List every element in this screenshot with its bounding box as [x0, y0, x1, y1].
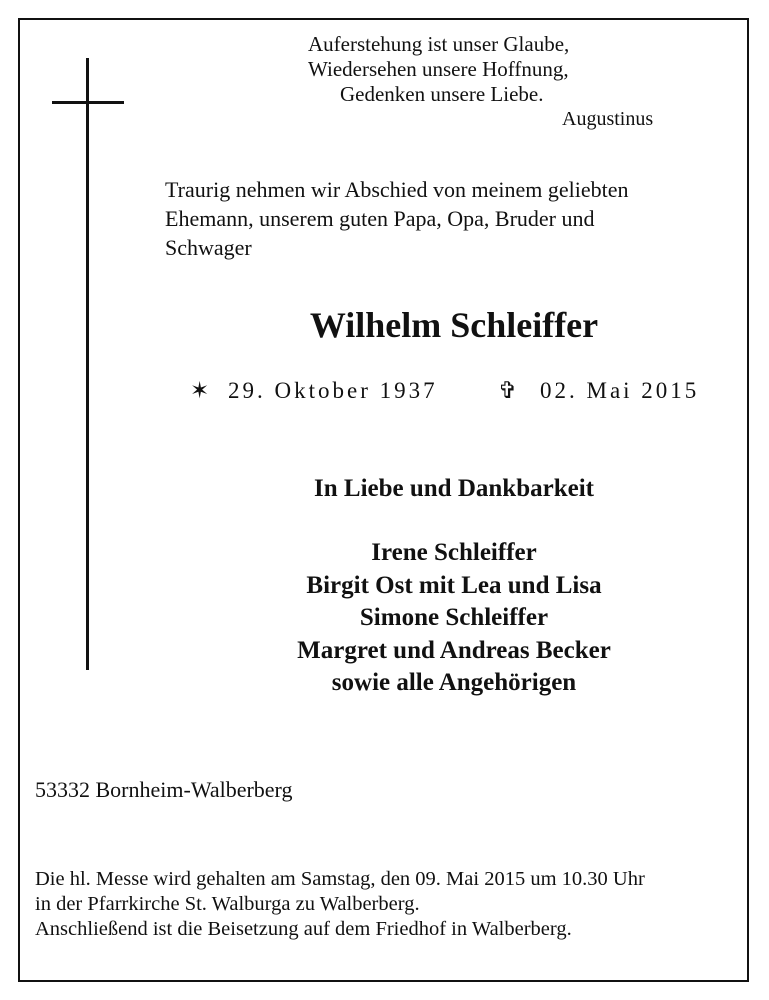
- deceased-name: Wilhelm Schleiffer: [309, 305, 599, 345]
- service-line: Anschließend ist die Beisetzung auf dem Friedhof in Walberberg.: [35, 918, 572, 940]
- cross-icon-bar: [52, 101, 124, 104]
- mourners-block: [165, 474, 743, 700]
- quote-line: Auferstehung ist unser Glaube,: [308, 32, 570, 56]
- birth-date: 29. Oktober 1937: [228, 378, 438, 403]
- service-info: [35, 867, 645, 942]
- mourner-name: Birgit Ost mit Lea und Lisa: [306, 571, 602, 599]
- mourner-name: Margret und Andreas Becker: [297, 636, 611, 664]
- quote-line: Wiedersehen unsere Hoffnung,: [308, 57, 569, 81]
- quote-line: Gedenken unsere Liebe.: [340, 82, 544, 106]
- death-date: 02. Mai 2015: [540, 378, 700, 403]
- intro-line: Traurig nehmen wir Abschied von meinem geliebten: [165, 177, 629, 202]
- intro-text: [165, 175, 629, 262]
- birth-star-icon: ✶: [190, 378, 213, 403]
- mourner-name: sowie alle Angehörigen: [331, 669, 577, 696]
- mourner-name: Irene Schleiffer: [371, 539, 537, 566]
- intro-line: Ehemann, unserem guten Papa, Opa, Bruder und: [165, 206, 595, 231]
- service-line: in der Pfarrkirche St. Walburga zu Walberberg.: [35, 893, 420, 915]
- death-cross-icon: ✞: [498, 378, 521, 403]
- service-line: Die hl. Messe wird gehalten am Samstag, den 09. Mai 2015 um 10.30 Uhr: [35, 868, 645, 890]
- address: 53332 Bornheim-Walberberg: [35, 777, 293, 802]
- intro-line: Schwager: [165, 235, 252, 260]
- cross-icon: [86, 58, 89, 670]
- mourner-name: Simone Schleiffer: [359, 604, 549, 631]
- quote-block: [290, 32, 653, 132]
- mourners-heading: In Liebe und Dankbarkeit: [314, 475, 594, 502]
- quote-author: Augustinus: [562, 108, 654, 130]
